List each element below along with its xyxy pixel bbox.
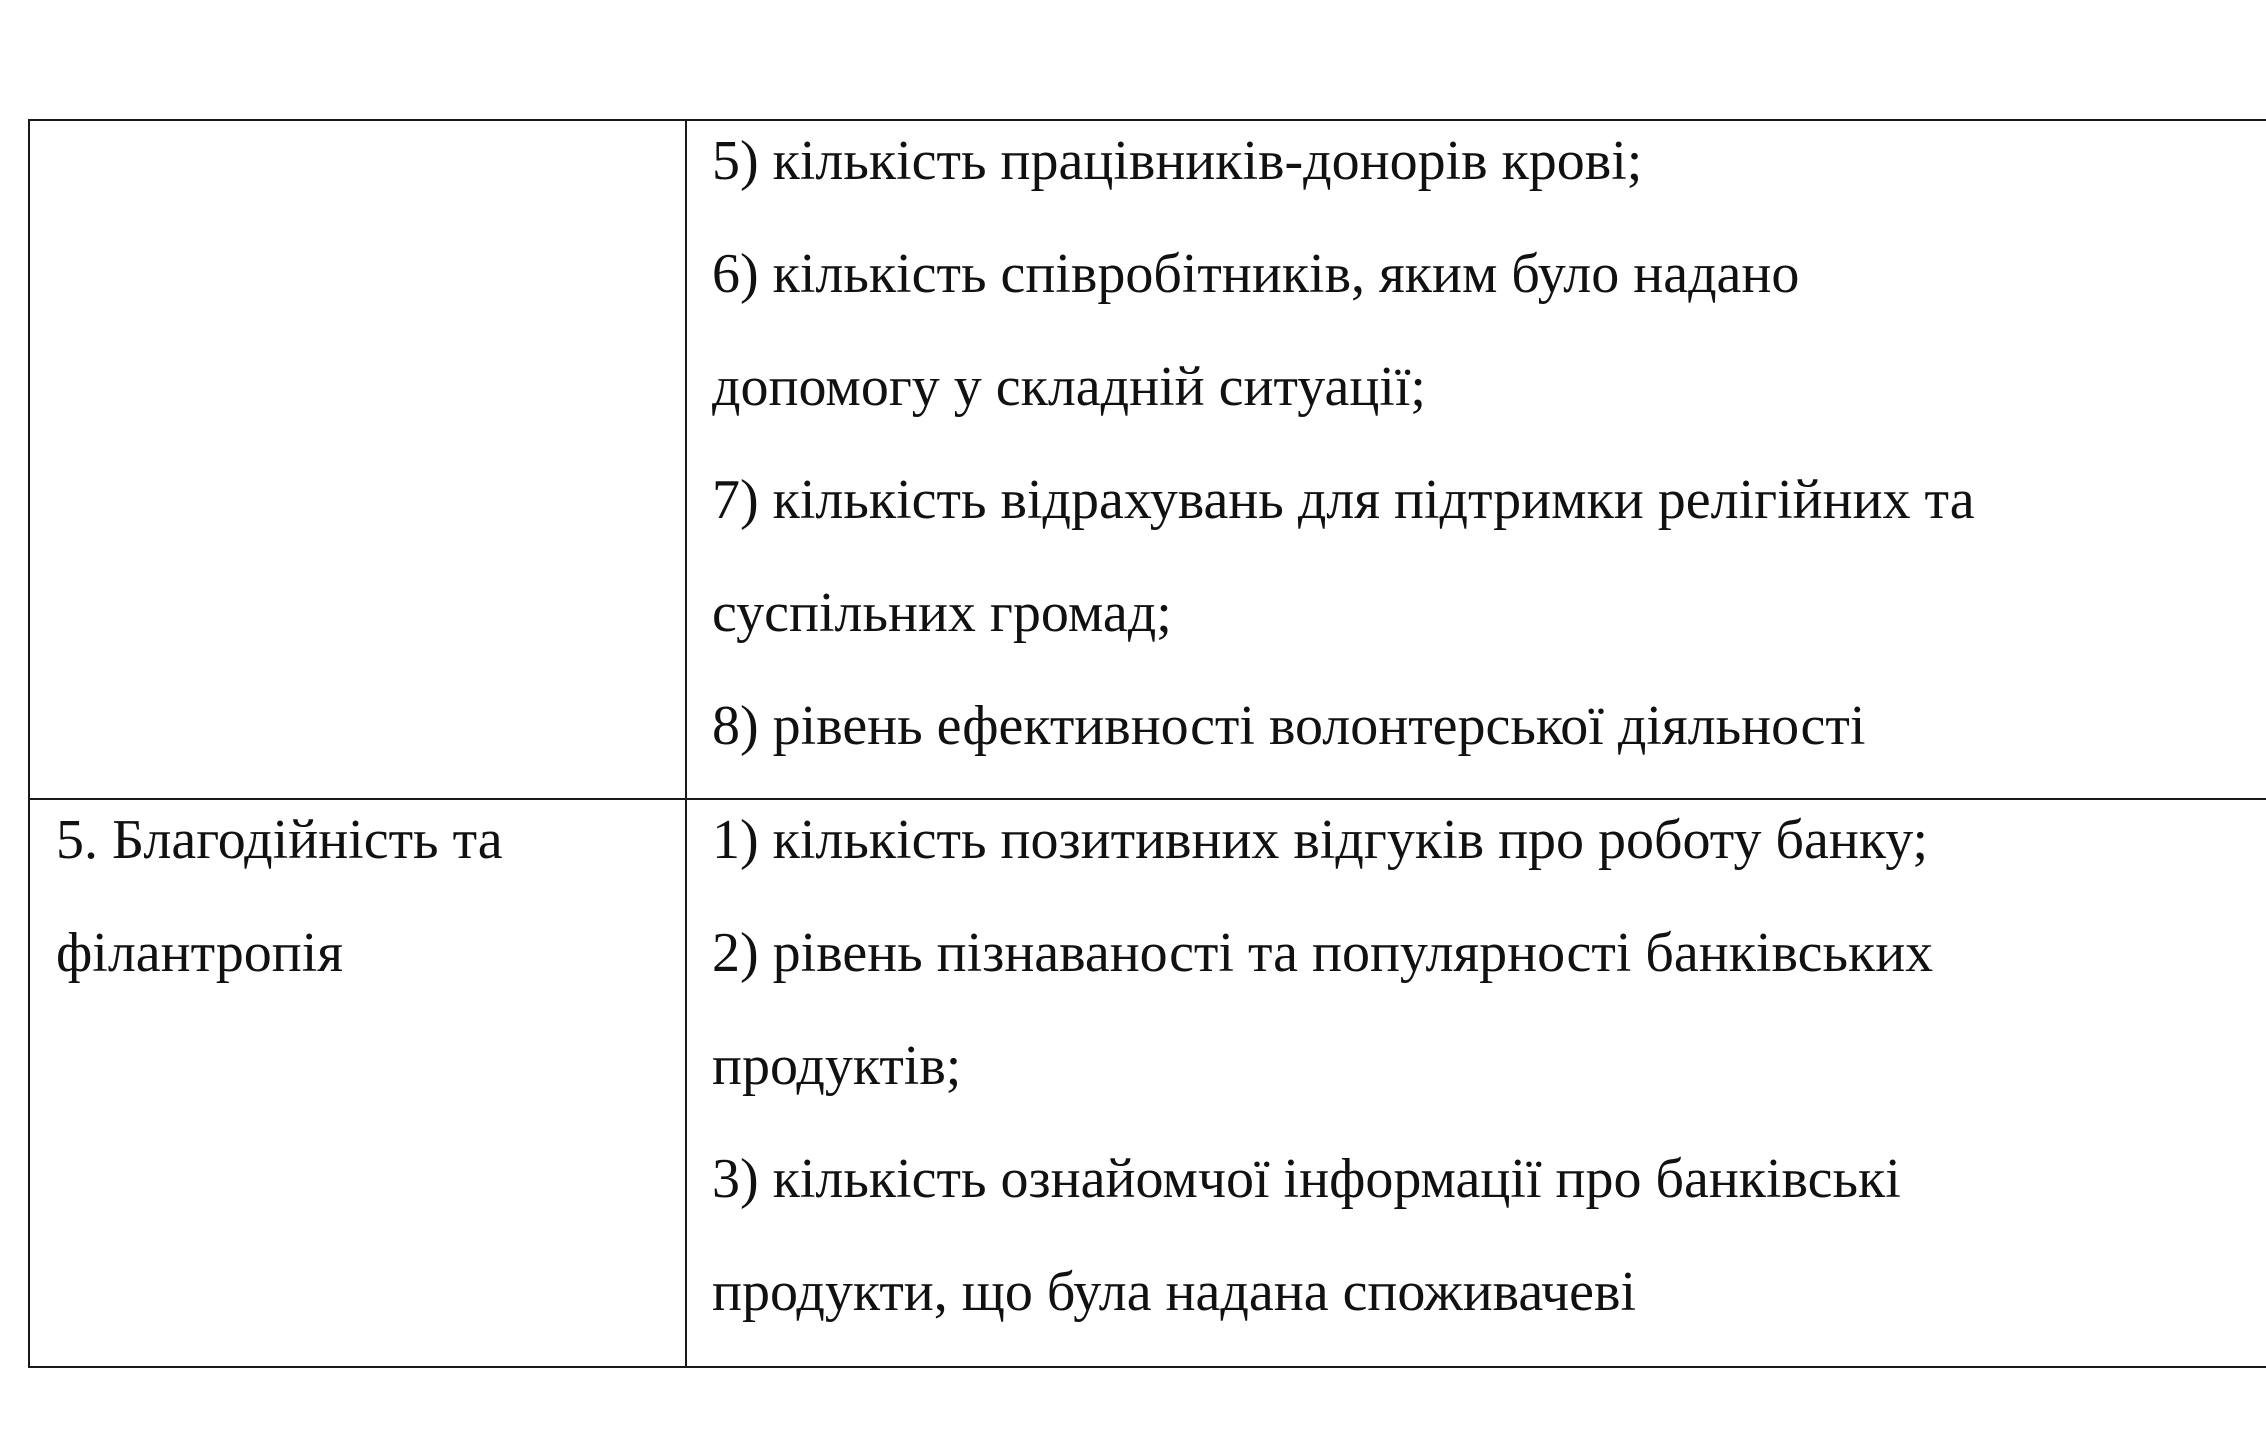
indicator-line: 6) кількість співробітників, яким було надано — [712, 243, 1800, 305]
indicators-cell — [686, 799, 2266, 1367]
topic-cell — [29, 120, 686, 799]
indicator-line: суспільних громад; — [712, 582, 1172, 644]
indicators-table — [28, 119, 2266, 1368]
indicator-line: 8) рівень ефективності волонтерської діяльності — [712, 695, 1866, 757]
topic-line: 5. Благодійність та — [56, 809, 503, 871]
indicator-line: 1) кількість позитивних відгуків про роботу банку; — [712, 809, 1929, 871]
indicator-line: 2) рівень пізнаваності та популярності банківських — [712, 922, 1934, 984]
table-row — [29, 799, 2266, 1367]
table-row — [29, 120, 2266, 799]
indicator-line: 5) кількість працівників-донорів крові; — [712, 130, 1643, 192]
topic-cell — [29, 799, 686, 1367]
indicator-line: продукти, що була надана споживачеві — [712, 1261, 1636, 1323]
indicator-line: 7) кількість відрахувань для підтримки релігійних та — [712, 469, 1975, 531]
indicator-line: 3) кількість ознайомчої інформації про банківські — [712, 1148, 1901, 1210]
indicators-cell — [686, 120, 2266, 799]
indicator-line: продуктів; — [712, 1035, 962, 1097]
topic-line: філантропія — [56, 922, 344, 984]
indicator-line: допомогу у складній ситуації; — [712, 356, 1426, 418]
